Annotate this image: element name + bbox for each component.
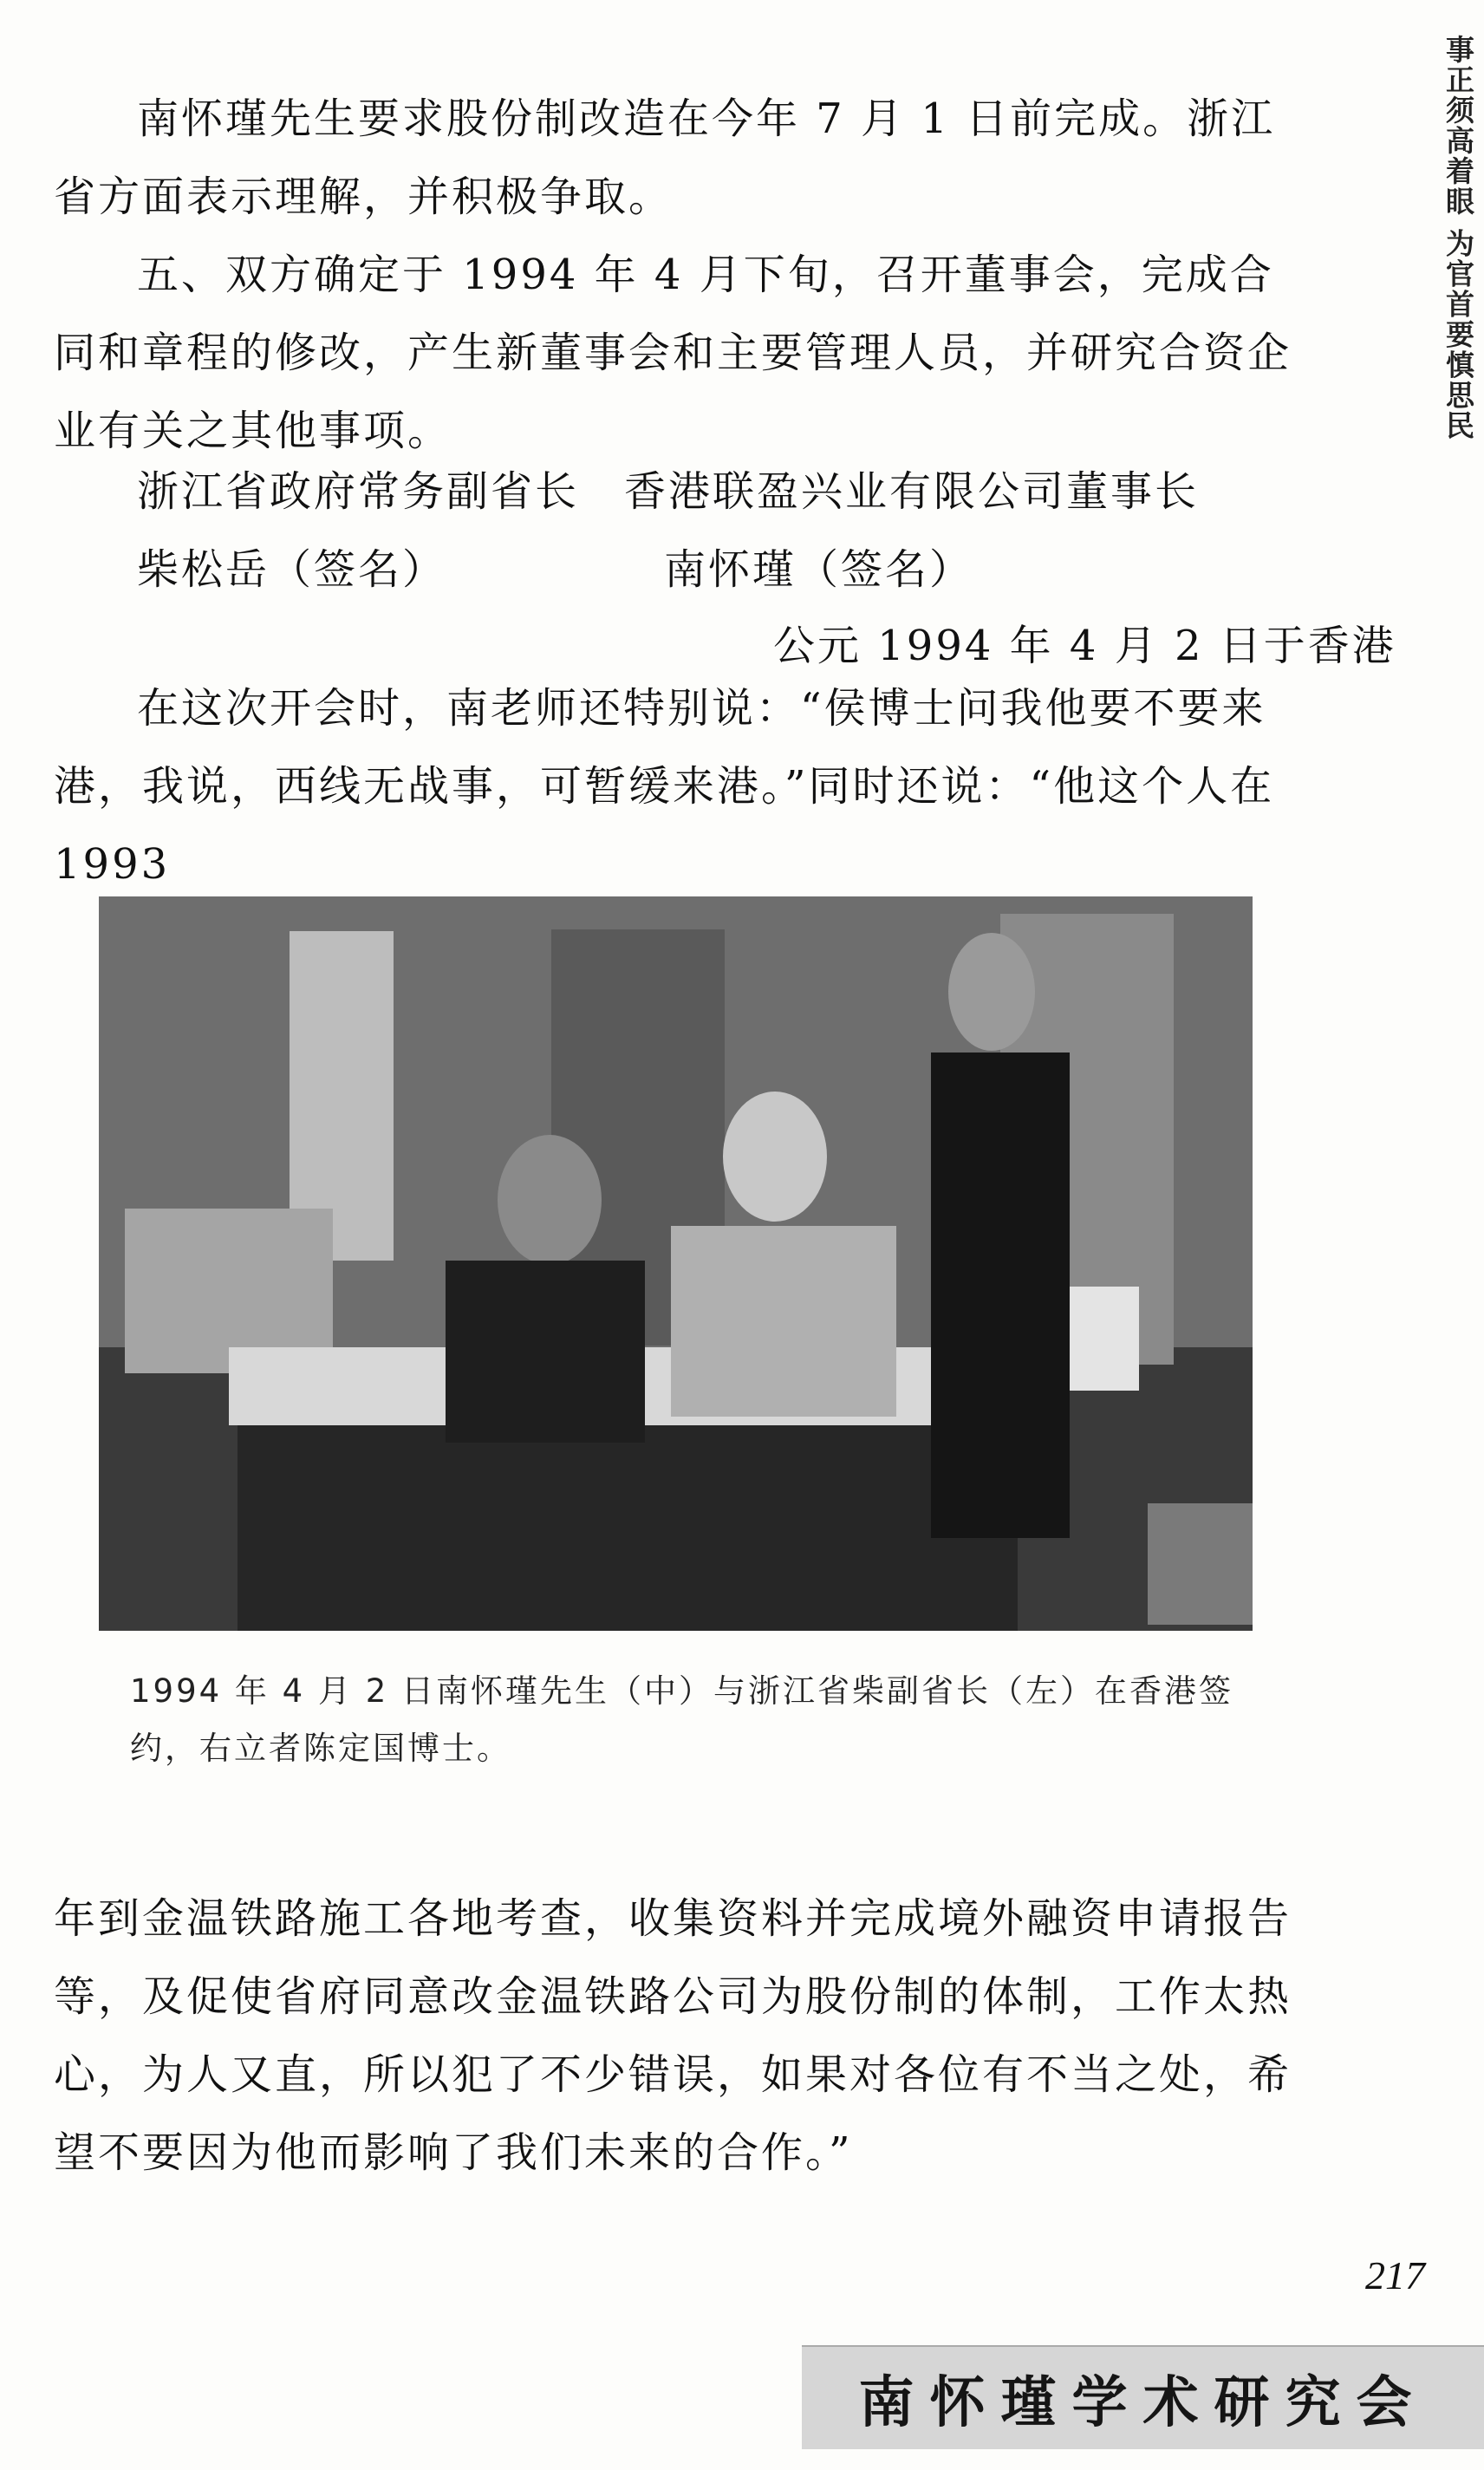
signature-date-place: 公元 1994 年 4 月 2 日于香港 — [773, 622, 1396, 670]
signature-left-name: 柴松岳（签名） — [137, 545, 447, 594]
paragraph-quote-start: 在这次开会时，南老师还特别说：“侯博士问我他要不要来港，我说，西线无战事，可暂缓来港。”同时还说：“他这个人在 1993 — [54, 684, 1275, 889]
signing-ceremony-photo — [99, 896, 1253, 1631]
paragraph-item-five: 五、双方确定于 1994 年 4 月下旬，召开董事会，完成合同和章程的修改，产生新董事会和主要管理人员，并研究合资企业有关之其他事项。 — [54, 251, 1292, 455]
watermark-text: 南怀瑾学术研究会 — [858, 2371, 1428, 2435]
watermark-banner — [802, 2345, 1484, 2449]
signature-right-title: 香港联盈兴业有限公司董事长 — [624, 467, 1200, 516]
page-number: 217 — [1365, 2253, 1425, 2297]
paragraph-shareholding-deadline: 南怀瑾先生要求股份制改造在今年 7 月 1 日前完成。浙江省方面表示理解，并积极争取。 — [54, 94, 1276, 221]
signature-left-title: 浙江省政府常务副省长 — [137, 467, 580, 516]
signature-right-name: 南怀瑾（签名） — [664, 545, 974, 594]
side-running-head: 事正须高着眼 为官首要慎思民 — [1442, 35, 1475, 441]
photo-caption: 1994 年 4 月 2 日南怀瑾先生（中）与浙江省柴副省长（左）在香港签约，右立者陈定国博士。 — [130, 1672, 1234, 1767]
paragraph-quote-end: 年到金温铁路施工各地考查，收集资料并完成境外融资申请报告等，及促使省府同意改金温铁路公司为股份制的体制，工作太热心，为人又直，所以犯了不少错误，如果对各位有不当之处，希望不要因为他而影响了我们未来的合作。” — [54, 1894, 1292, 2177]
